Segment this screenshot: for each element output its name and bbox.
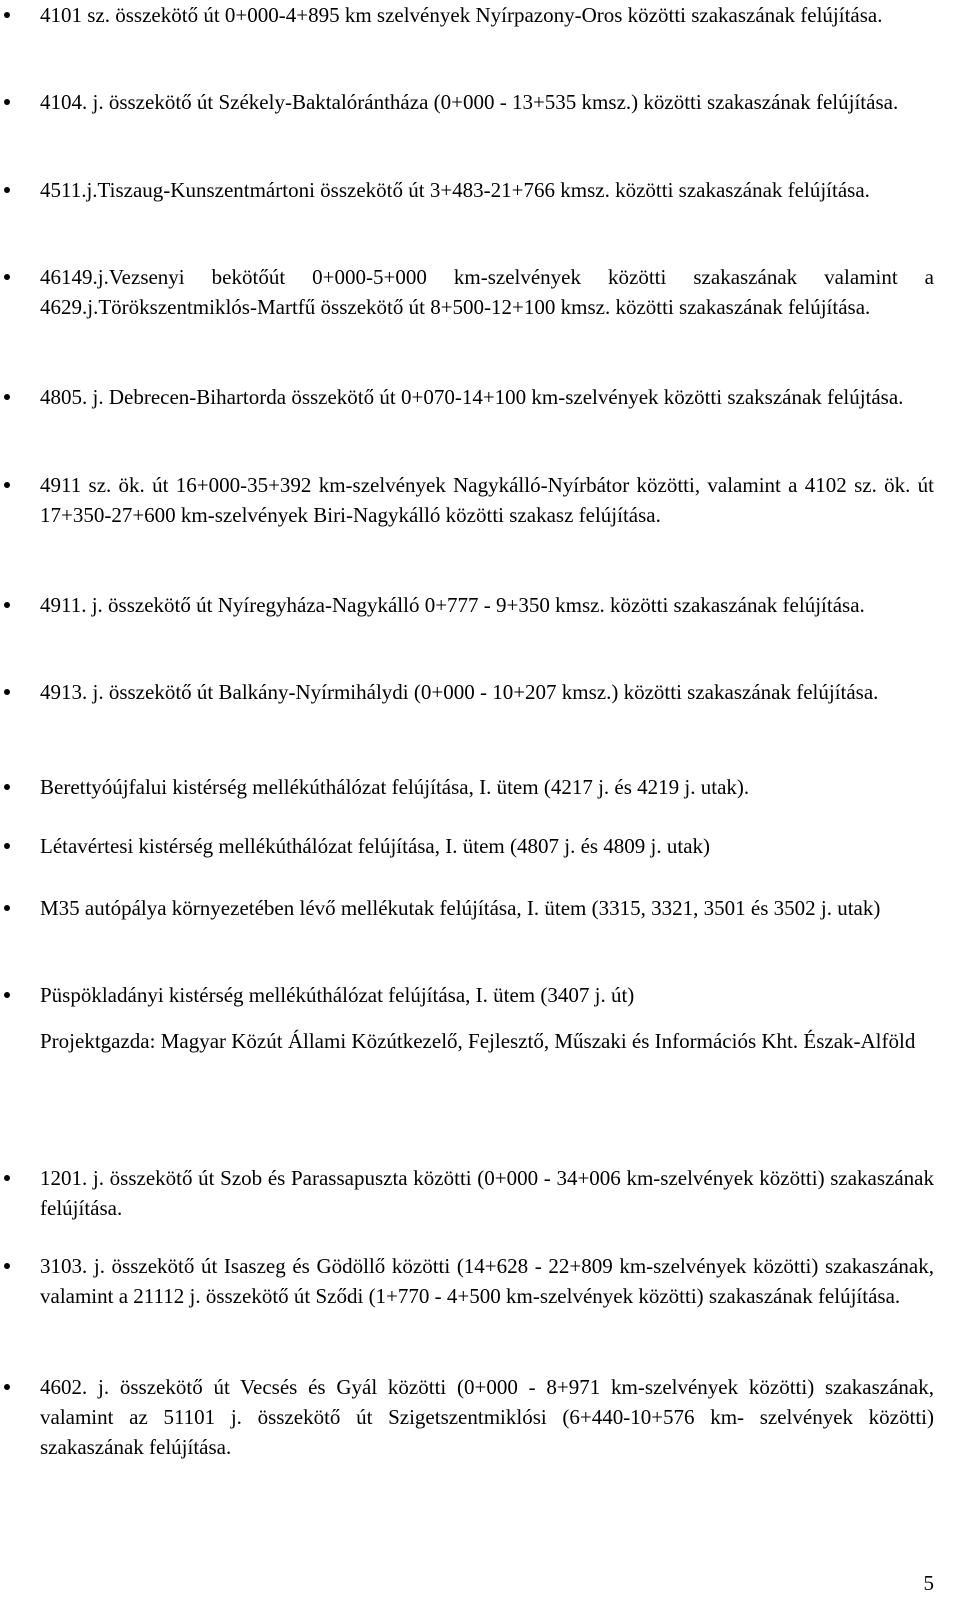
list-item — [40, 175, 934, 205]
list-item-text: Berettyóújfalui kistérség mellékúthálózat felújítása, I. ütem (4217 j. és 4219 j. utak). — [40, 775, 750, 799]
list-item — [40, 893, 934, 923]
bullet-icon — [4, 482, 10, 488]
list-item — [40, 772, 934, 802]
list-item — [40, 1372, 934, 1462]
bullet-icon — [4, 274, 10, 280]
list-item — [40, 382, 934, 412]
bullet-icon — [4, 1175, 10, 1181]
list-item-text: 4805. j. Debrecen-Bihartorda összekötő út 0+070-14+100 km-szelvények közötti szakszának felújtása. — [40, 385, 904, 409]
list-item — [40, 470, 934, 530]
list-item-text: M35 autópálya környezetében lévő mellékutak felújítása, I. ütem (3315, 3321, 3501 és 3502 j. utak) — [40, 896, 881, 920]
list-item — [40, 262, 934, 322]
list-item — [40, 831, 934, 861]
bullet-icon — [4, 689, 10, 695]
bullet-icon — [4, 1384, 10, 1390]
list-item-text: 4101 sz. összekötő út 0+000-4+895 km szelvények Nyírpazony-Oros közötti szakaszának felújítása. — [40, 3, 883, 27]
list-item-text: Püspökladányi kistérség mellékúthálózat felújítása, I. ütem (3407 j. út) — [40, 983, 635, 1007]
list-item — [40, 0, 934, 30]
list-item — [40, 980, 934, 1010]
list-item-text: 4104. j. összekötő út Székely-Baktalórántháza (0+000 - 13+535 kmsz.) közötti szakaszának felújítása. — [40, 90, 899, 114]
list-item — [40, 87, 934, 117]
list-item — [40, 1163, 934, 1223]
bullet-icon — [4, 394, 10, 400]
list-item-text: 46149.j.Vezsenyi bekötőút 0+000-5+000 km-szelvények közötti szakaszának valamint a 4629.j.Törökszentmiklós-Martfű összekötő út 8+500-12+100 kmsz. közötti szakaszának felújítása. — [40, 265, 934, 319]
list-item-text: 4602. j. összekötő út Vecsés és Gyál közötti (0+000 - 8+971 km-szelvények közötti) szakaszának, valamint az 51101 j. összekötő út Szigetszentmiklósi (6+440-10+576 km- szelvények közötti) szakaszának felújítása. — [40, 1375, 934, 1459]
list-item-text: 4511.j.Tiszaug-Kunszentmártoni összekötő út 3+483-21+766 kmsz. közötti szakaszának felújítása. — [40, 178, 870, 202]
bullet-icon — [4, 12, 10, 18]
project-owner: Projektgazda: Magyar Közút Állami Közútkezelő, Fejlesztő, Műszaki és Információs Kht. Észak-Alföld — [40, 1029, 916, 1053]
list-item — [40, 590, 934, 620]
list-item-text: 3103. j. összekötő út Isaszeg és Gödöllő közötti (14+628 - 22+809 km-szelvények közötti) szakaszának, valamint a 21112 j. összekötő út Sződi (1+770 - 4+500 km-szelvények közötti) szakaszának felújítása. — [40, 1254, 934, 1308]
list-item-text: 4913. j. összekötő út Balkány-Nyírmihálydi (0+000 - 10+207 kmsz.) közötti szakaszának felújítása. — [40, 680, 879, 704]
bullet-icon — [4, 99, 10, 105]
bullet-icon — [4, 602, 10, 608]
bullet-icon — [4, 843, 10, 849]
list-item — [40, 677, 934, 707]
bullet-icon — [4, 784, 10, 790]
bullet-icon — [4, 187, 10, 193]
bullet-icon — [4, 992, 10, 998]
list-item-text: 4911. j. összekötő út Nyíregyháza-Nagykálló 0+777 - 9+350 kmsz. közötti szakaszának felújítása. — [40, 593, 865, 617]
bullet-icon — [4, 1263, 10, 1269]
bullet-icon — [4, 905, 10, 911]
list-item-text: Létavértesi kistérség mellékúthálózat felújítása, I. ütem (4807 j. és 4809 j. utak) — [40, 834, 711, 858]
page-number: 5 — [923, 1571, 934, 1595]
list-item-text: 4911 sz. ök. út 16+000-35+392 km-szelvények Nagykálló-Nyírbátor közötti, valamint a 4102 sz. ök. út 17+350-27+600 km-szelvények Biri-Nagykálló közötti szakasz felújítása. — [40, 473, 934, 527]
list-item-text: 1201. j. összekötő út Szob és Parassapuszta közötti (0+000 - 34+006 km-szelvények közötti) szakaszának felújítása. — [40, 1166, 934, 1220]
list-item — [40, 1251, 934, 1311]
